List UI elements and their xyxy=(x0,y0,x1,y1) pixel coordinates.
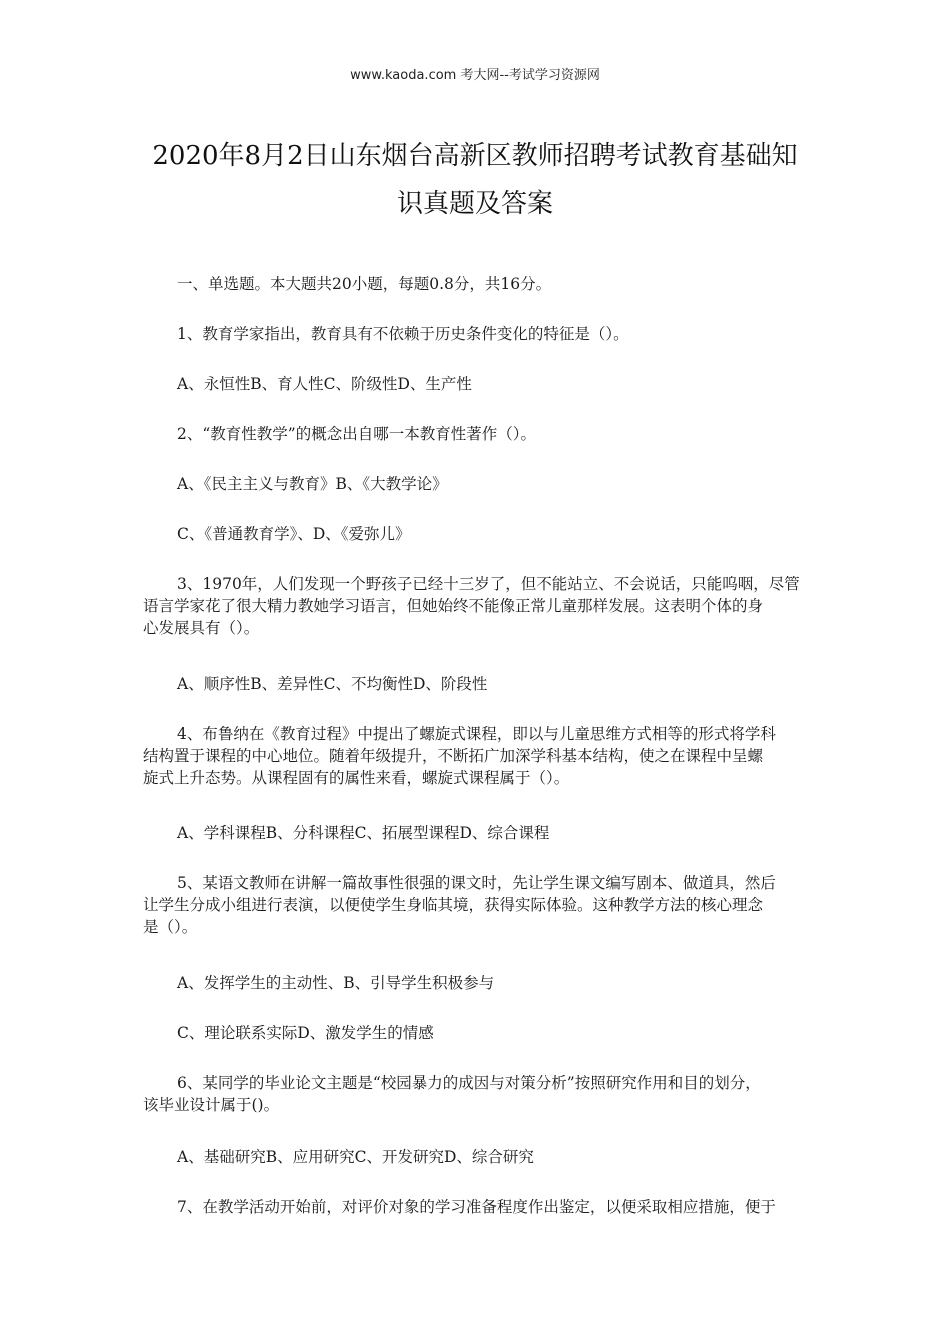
section-heading xyxy=(143,273,811,295)
stem-line: 1、教育学家指出，教育具有不依赖于历史条件变化的特征是（）。 xyxy=(177,325,629,343)
question-1-stem xyxy=(143,323,811,345)
question-2-stem xyxy=(143,423,811,445)
stem-line: 4、布鲁纳在《教育过程》中提出了螺旋式课程，即以与儿童思维方式相等的形式将学科 xyxy=(177,725,776,743)
question-6-stem xyxy=(143,1072,811,1116)
question-7-stem xyxy=(143,1196,811,1218)
document-title-line-1: 2020年8月2日山东烟台高新区教师招聘考试教育基础知 xyxy=(152,141,798,171)
stem-line: 3、1970年，人们发现一个野孩子已经十三岁了，但不能站立、不会说话，只能呜咽，尽管 xyxy=(177,575,800,593)
option-line: A、永恒性B、育人性C、阶级性D、生产性 xyxy=(177,375,472,393)
question-4-options xyxy=(143,822,811,844)
stem-line: 2、“教育性教学”的概念出自哪一本教育性著作（）。 xyxy=(177,425,536,443)
stem-line: 7、在教学活动开始前，对评价对象的学习准备程度作出鉴定，以便采取相应措施，便于 xyxy=(177,1198,776,1216)
question-5-stem xyxy=(143,872,811,938)
question-5-options-c-d xyxy=(143,1022,811,1044)
stem-line: 该毕业设计属于()。 xyxy=(143,1096,280,1114)
option-line: C、理论联系实际D、激发学生的情感 xyxy=(177,1024,434,1042)
question-3-stem xyxy=(143,573,811,639)
stem-line: 结构置于课程的中心地位。随着年级提升，不断拓广加深学科基本结构，使之在课程中呈螺 xyxy=(143,747,764,765)
document-title-line-2: 识真题及答案 xyxy=(396,189,553,219)
option-line: A、《民主主义与教育》B、《大教学论》 xyxy=(177,475,448,493)
question-5-options-a-b xyxy=(143,972,811,994)
question-6-options xyxy=(143,1146,811,1168)
stem-line: 5、某语文教师在讲解一篇故事性很强的课文时，先让学生课文编写剧本、做道具，然后 xyxy=(177,874,776,892)
option-line: A、发挥学生的主动性、B、引导学生积极参与 xyxy=(177,974,495,992)
stem-line: 语言学家花了很大精力教她学习语言，但她始终不能像正常儿童那样发展。这表明个体的身 xyxy=(143,597,764,615)
question-2-options-a-b xyxy=(143,473,811,495)
stem-line: 是（）。 xyxy=(143,918,198,936)
option-line: A、学科课程B、分科课程C、拓展型课程D、综合课程 xyxy=(177,824,550,842)
question-3-options xyxy=(143,673,811,695)
option-line: A、顺序性B、差异性C、不均衡性D、阶段性 xyxy=(177,675,488,693)
option-line: C、《普通教育学》、D、《爱弥儿》 xyxy=(177,525,411,543)
question-2-options-c-d xyxy=(143,523,811,545)
stem-line: 心发展具有（）。 xyxy=(143,619,260,637)
stem-line: 旋式上升态势。从课程固有的属性来看，螺旋式课程属于（）。 xyxy=(143,769,570,787)
option-line: A、基础研究B、应用研究C、开发研究D、综合研究 xyxy=(177,1148,534,1166)
question-4-stem xyxy=(143,723,811,789)
question-1-options xyxy=(143,373,811,395)
page-header-site: www.kaoda.com 考大网--考试学习资源网 xyxy=(350,68,600,83)
stem-line: 6、某同学的毕业论文主题是“校园暴力的成因与对策分析”按照研究作用和目的划分， xyxy=(177,1074,761,1092)
section-heading-text: 一、单选题。本大题共20小题，每题0.8分，共16分。 xyxy=(177,275,552,293)
stem-line: 让学生分成小组进行表演，以便使学生身临其境，获得实际体验。这种教学方法的核心理念 xyxy=(143,896,764,914)
